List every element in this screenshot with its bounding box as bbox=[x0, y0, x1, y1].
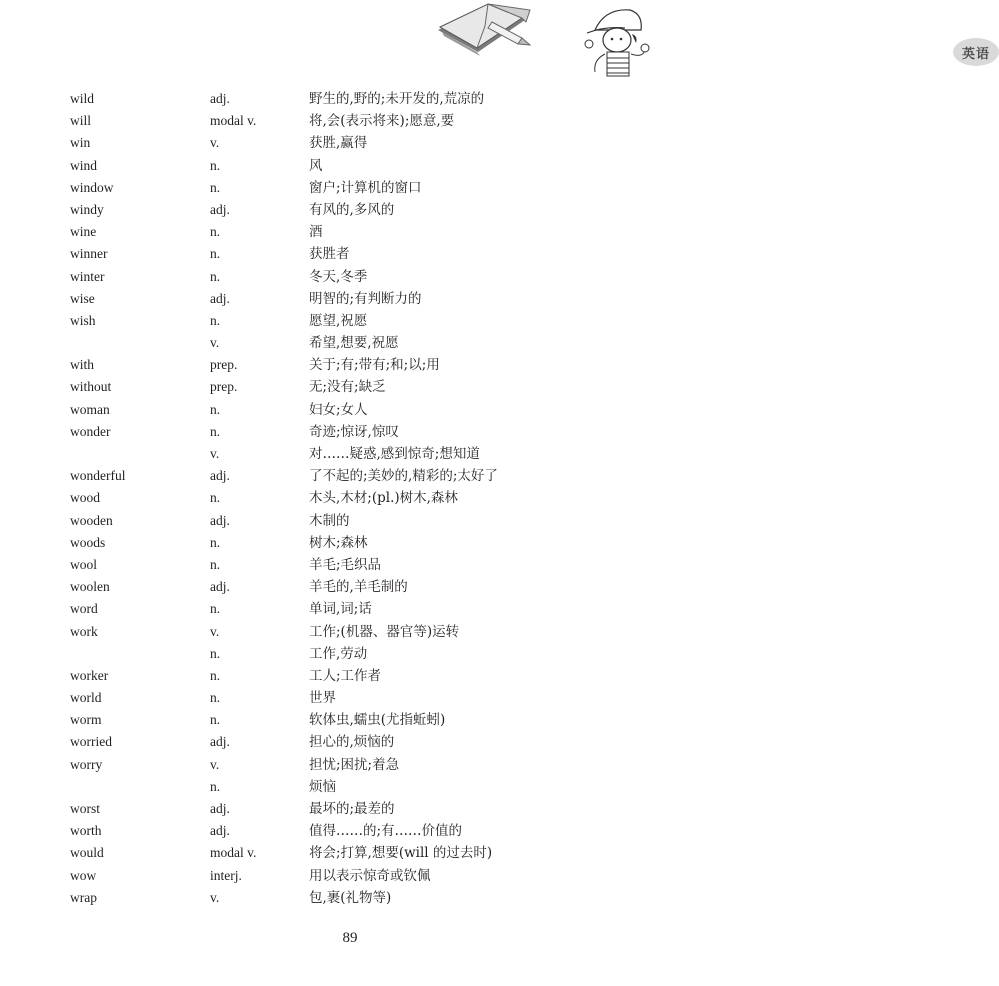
vocabulary-entry bbox=[70, 132, 590, 154]
vocabulary-entry bbox=[70, 842, 590, 864]
entry-word: work bbox=[70, 623, 98, 639]
entry-part-of-speech: n. bbox=[210, 667, 221, 683]
entry-definition: 木制的 bbox=[309, 512, 350, 529]
entry-part-of-speech: adj. bbox=[210, 512, 230, 528]
vocabulary-entry bbox=[70, 376, 590, 398]
entry-definition: 对……疑惑,感到惊奇;想知道 bbox=[309, 446, 480, 462]
entry-part-of-speech: v. bbox=[210, 623, 220, 639]
entry-definition: 明智的;有判断力的 bbox=[309, 290, 422, 307]
page-number: 89 bbox=[342, 930, 358, 946]
entry-part-of-speech: n. bbox=[210, 312, 221, 328]
vocabulary-entry bbox=[70, 266, 590, 288]
vocabulary-entry bbox=[70, 421, 590, 443]
entry-part-of-speech: adj. bbox=[210, 201, 230, 217]
cartoon-boy-icon bbox=[575, 0, 685, 80]
entry-word: worker bbox=[70, 667, 109, 683]
entry-part-of-speech: v. bbox=[210, 335, 220, 351]
entry-definition: 酒 bbox=[309, 224, 323, 241]
entry-definition: 了不起的;美妙的,精彩的;太好了 bbox=[309, 468, 498, 485]
entry-word: wine bbox=[70, 224, 97, 240]
entry-definition: 软体虫,蠕虫(尤指蚯蚓) bbox=[309, 712, 446, 729]
entry-definition: 羊毛;毛织品 bbox=[309, 556, 382, 573]
entry-part-of-speech: v. bbox=[210, 135, 220, 151]
entry-definition: 窗户;计算机的窗口 bbox=[309, 179, 422, 196]
entry-definition: 获胜者 bbox=[309, 246, 350, 263]
entry-word: winter bbox=[70, 268, 105, 284]
entry-definition: 木头,木材;(pl.)树木,森林 bbox=[309, 490, 458, 507]
entry-word: window bbox=[70, 179, 114, 195]
entry-part-of-speech: v. bbox=[210, 889, 220, 905]
vocabulary-entry bbox=[70, 465, 590, 487]
vocabulary-entry bbox=[70, 310, 590, 332]
vocabulary-entry bbox=[70, 776, 590, 798]
vocabulary-entry bbox=[70, 155, 590, 177]
entry-definition: 工作,劳动 bbox=[309, 645, 368, 662]
entry-word: worm bbox=[70, 712, 102, 728]
vocabulary-entry bbox=[70, 243, 590, 265]
vocabulary-entry bbox=[70, 576, 590, 598]
vocabulary-entry bbox=[70, 354, 590, 376]
entry-definition: 树木;森林 bbox=[309, 534, 368, 551]
entry-word: without bbox=[70, 379, 112, 395]
entry-word: wise bbox=[70, 290, 95, 306]
entry-word: woman bbox=[70, 401, 110, 417]
vocabulary-entry bbox=[70, 332, 590, 354]
vocabulary-entry bbox=[70, 554, 590, 576]
entry-definition: 愿望,祝愿 bbox=[309, 312, 368, 329]
entry-definition: 风 bbox=[309, 157, 323, 174]
entry-definition: 关于;有;带有;和;以;用 bbox=[309, 357, 440, 374]
entry-part-of-speech: adj. bbox=[210, 823, 230, 839]
entry-definition: 工人;工作者 bbox=[309, 667, 382, 684]
entry-definition: 有风的,多风的 bbox=[309, 201, 395, 218]
entry-part-of-speech: adj. bbox=[210, 801, 230, 816]
entry-definition: 冬天,冬季 bbox=[309, 268, 368, 285]
entry-definition: 野生的,野的;未开发的,荒凉的 bbox=[309, 91, 485, 107]
vocabulary-entry bbox=[70, 754, 590, 776]
vocabulary-entry bbox=[70, 177, 590, 199]
entry-part-of-speech: n. bbox=[210, 423, 221, 439]
vocabulary-entry bbox=[70, 731, 590, 753]
entry-word: wrap bbox=[70, 889, 97, 905]
entry-word: wild bbox=[70, 91, 95, 106]
entry-definition: 将,会(表示将来);愿意,要 bbox=[309, 113, 455, 130]
vocabulary-entry bbox=[70, 798, 590, 820]
entry-definition: 担心的,烦恼的 bbox=[309, 734, 395, 751]
entry-part-of-speech: n. bbox=[210, 224, 221, 240]
entry-word: worth bbox=[70, 823, 102, 839]
entry-word: woolen bbox=[70, 579, 110, 595]
entry-definition: 包,裹(礼物等) bbox=[309, 889, 392, 906]
entry-part-of-speech: interj. bbox=[210, 867, 242, 883]
entry-word: winner bbox=[70, 246, 108, 262]
entry-word: wish bbox=[70, 312, 96, 328]
entry-part-of-speech: modal v. bbox=[210, 845, 257, 861]
entry-definition: 获胜,赢得 bbox=[309, 135, 368, 152]
entry-word: win bbox=[70, 135, 91, 151]
entry-definition: 担忧;困扰;着急 bbox=[309, 756, 400, 773]
vocabulary-entry bbox=[70, 598, 590, 620]
entry-part-of-speech: n. bbox=[210, 157, 221, 173]
entry-part-of-speech: prep. bbox=[210, 379, 238, 395]
entry-word: wow bbox=[70, 867, 97, 883]
vocabulary-entry bbox=[70, 621, 590, 643]
vocabulary-entry bbox=[70, 88, 590, 110]
entry-part-of-speech: modal v. bbox=[210, 113, 257, 129]
vocabulary-entry bbox=[70, 887, 590, 909]
entry-part-of-speech: n. bbox=[210, 778, 221, 794]
entry-definition: 希望,想要,祝愿 bbox=[309, 335, 399, 352]
entry-word: windy bbox=[70, 201, 104, 217]
entry-word: worst bbox=[70, 801, 100, 816]
entry-part-of-speech: n. bbox=[210, 645, 221, 661]
entry-word: worried bbox=[70, 734, 112, 750]
vocabulary-entry bbox=[70, 510, 590, 532]
entry-part-of-speech: adj. bbox=[210, 734, 230, 750]
entry-definition: 世界 bbox=[309, 690, 336, 707]
vocabulary-entry bbox=[70, 665, 590, 687]
entry-part-of-speech: prep. bbox=[210, 357, 238, 373]
vocabulary-entry bbox=[70, 399, 590, 421]
entry-part-of-speech: n. bbox=[210, 556, 221, 572]
entry-part-of-speech: n. bbox=[210, 401, 221, 417]
subject-badge: 英语 bbox=[953, 38, 999, 66]
vocabulary-entry bbox=[70, 110, 590, 132]
entry-part-of-speech: n. bbox=[210, 601, 221, 617]
entry-word: wonder bbox=[70, 423, 111, 439]
entry-word: with bbox=[70, 357, 95, 373]
entry-part-of-speech: v. bbox=[210, 446, 220, 461]
entry-word: wind bbox=[70, 157, 97, 173]
vocabulary-entry bbox=[70, 487, 590, 509]
entry-definition: 妇女;女人 bbox=[309, 401, 368, 418]
entry-part-of-speech: n. bbox=[210, 246, 221, 262]
entry-definition: 用以表示惊奇或钦佩 bbox=[309, 867, 431, 884]
entry-word: would bbox=[70, 845, 104, 861]
entry-word: wool bbox=[70, 556, 97, 572]
vocabulary-entry bbox=[70, 199, 590, 221]
entry-definition: 无;没有;缺乏 bbox=[309, 379, 386, 396]
entry-word: wood bbox=[70, 490, 100, 506]
entry-word: worry bbox=[70, 756, 103, 772]
vocabulary-entry bbox=[70, 687, 590, 709]
entry-definition: 单词,词;话 bbox=[309, 601, 372, 618]
entry-definition: 将会;打算,想要(will 的过去时) bbox=[309, 845, 493, 862]
vocabulary-entry bbox=[70, 865, 590, 887]
vocabulary-entry bbox=[70, 288, 590, 310]
entry-word: world bbox=[70, 690, 102, 706]
header-illustration bbox=[430, 0, 990, 80]
entry-definition: 羊毛的,羊毛制的 bbox=[309, 579, 408, 596]
entry-definition: 工作;(机器、器官等)运转 bbox=[309, 623, 460, 640]
entry-definition: 奇迹;惊讶,惊叹 bbox=[309, 423, 399, 440]
vocabulary-entry bbox=[70, 443, 590, 465]
entry-part-of-speech: n. bbox=[210, 268, 221, 284]
entry-word: word bbox=[70, 601, 98, 617]
entry-word: wonderful bbox=[70, 468, 126, 484]
entry-part-of-speech: v. bbox=[210, 756, 220, 772]
vocabulary-entry bbox=[70, 221, 590, 243]
entry-part-of-speech: adj. bbox=[210, 468, 230, 484]
vocabulary-entry bbox=[70, 532, 590, 554]
entry-word: will bbox=[70, 113, 92, 129]
entry-word: wooden bbox=[70, 512, 113, 528]
vocabulary-entry bbox=[70, 643, 590, 665]
entry-part-of-speech: n. bbox=[210, 490, 221, 506]
entry-part-of-speech: n. bbox=[210, 712, 221, 728]
vocabulary-entry bbox=[70, 709, 590, 731]
entry-part-of-speech: n. bbox=[210, 690, 221, 706]
entry-part-of-speech: n. bbox=[210, 179, 221, 195]
entry-part-of-speech: n. bbox=[210, 534, 221, 550]
entry-part-of-speech: adj. bbox=[210, 579, 230, 595]
entry-definition: 值得……的;有……价值的 bbox=[309, 823, 463, 840]
entry-part-of-speech: adj. bbox=[210, 290, 230, 306]
entry-definition: 最坏的;最差的 bbox=[309, 801, 395, 817]
entry-part-of-speech: adj. bbox=[210, 91, 230, 106]
vocabulary-entry bbox=[70, 820, 590, 842]
entry-definition: 烦恼 bbox=[309, 778, 336, 795]
vocabulary-list bbox=[70, 88, 590, 909]
entry-word: woods bbox=[70, 534, 106, 550]
